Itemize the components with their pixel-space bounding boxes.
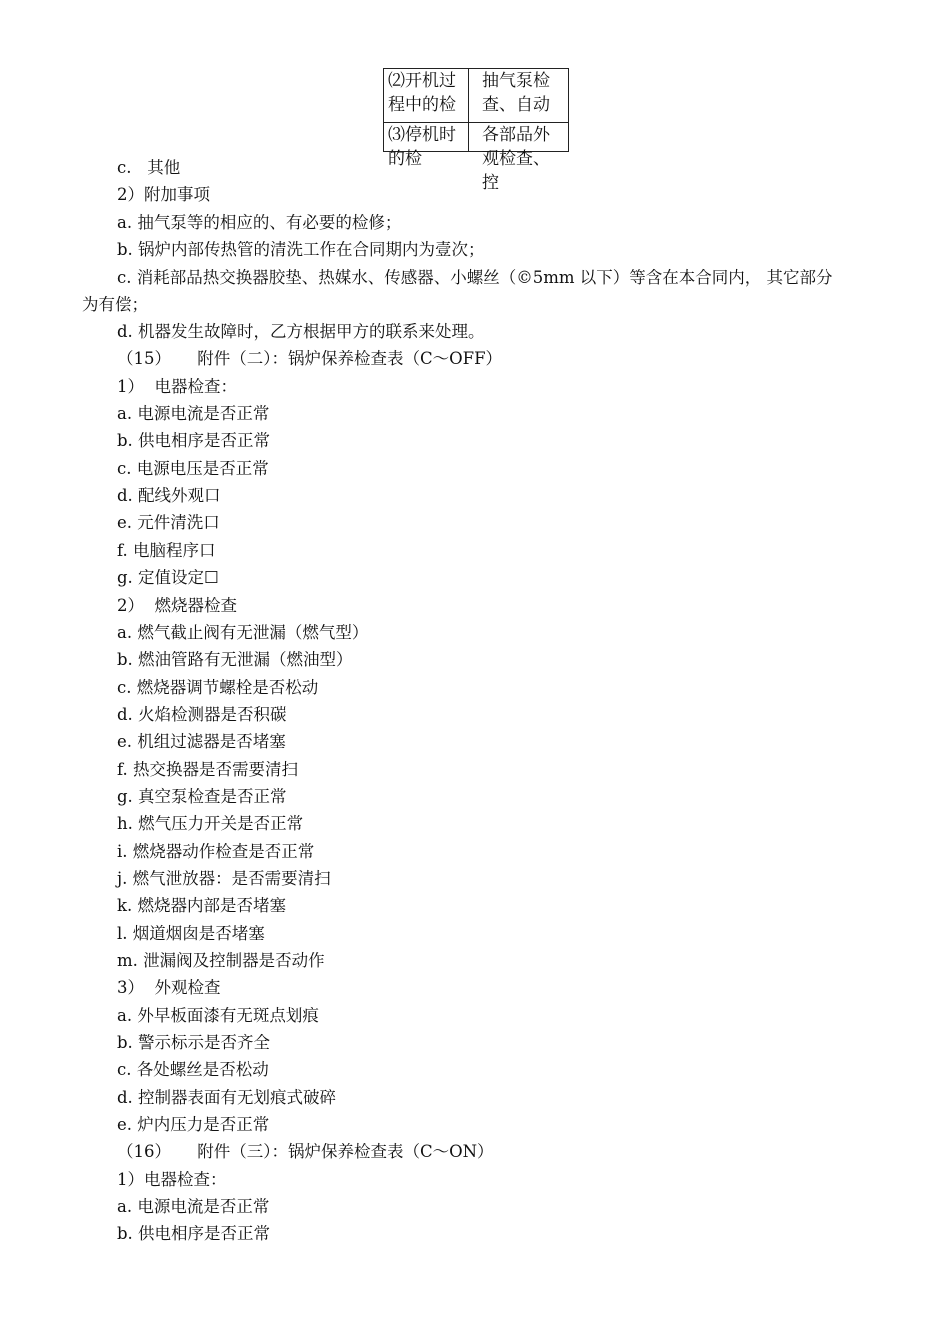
list-item: d. 控制器表面有无划痕式破碎 (117, 1088, 337, 1107)
list-item: e. 机组过滤器是否堵塞 (117, 732, 286, 751)
list-item: c. 消耗部品热交换器胶垫、热媒水、传感器、小螺丝（©5mm 以下）等含在本合同内， 其它部分 (117, 268, 833, 287)
cell-text: ⑵开机过程中的检 (388, 71, 456, 115)
list-item: c. 电源电压是否正常 (117, 459, 269, 478)
list-item: a. 抽气泵等的相应的、有必要的检修； (117, 213, 402, 232)
section-heading-additional: 2）附加事项 (117, 185, 210, 204)
table-cell (469, 69, 569, 123)
list-item-other: c. 其他 (117, 158, 181, 177)
section-heading-16: （16） 附件（三）：锅炉保养检查表（C〜ON） (117, 1142, 494, 1161)
subsection-heading: 2） 燃烧器检查 (117, 596, 237, 615)
table-cell (469, 123, 569, 194)
list-item: f. 热交换器是否需要清扫 (117, 760, 299, 779)
list-item: b. 燃油管路有无泄漏（燃油型） (117, 650, 353, 669)
list-item: e. 元件清洗口 (117, 513, 220, 532)
cell-text: 抽气泵检查、自动 (482, 71, 550, 115)
list-item: b. 锅炉内部传热管的清洗工作在合同期内为壹次； (117, 240, 485, 259)
list-item: l. 烟道烟囱是否堵塞 (117, 924, 265, 943)
table-row (384, 69, 569, 123)
list-item: f. 电脑程序口 (117, 541, 216, 560)
list-item: d. 机器发生故障时，乙方根据甲方的联系来处理。 (117, 322, 485, 341)
list-item: c. 各处螺丝是否松动 (117, 1060, 269, 1079)
subsection-heading: 1）电器检查： (117, 1170, 227, 1189)
list-item: b. 供电相序是否正常 (117, 1224, 271, 1243)
section-heading-15: （15） 附件（二）：锅炉保养检查表（C〜OFF） (117, 349, 503, 368)
cell-text: ⑶停机时的检 (388, 125, 456, 170)
table-cell (384, 123, 469, 170)
table-row (384, 123, 569, 152)
list-item: g. 定值设定☐ (117, 568, 219, 587)
list-item: e. 炉内压力是否正常 (117, 1115, 270, 1134)
list-item: a. 外早板面漆有无斑点划痕 (117, 1006, 319, 1025)
cell-text: 各部品外观检查、控 (482, 125, 550, 194)
list-item: d. 火焰检测器是否积碳 (117, 705, 287, 724)
list-item: g. 真空泵检查是否正常 (117, 787, 287, 806)
subsection-heading: 3） 外观检查 (117, 978, 221, 997)
list-item: b. 供电相序是否正常 (117, 431, 271, 450)
list-item: h. 燃气压力开关是否正常 (117, 814, 304, 833)
list-item: k. 燃烧器内部是否堵塞 (117, 896, 286, 915)
list-item: d. 配线外观口 (117, 486, 221, 505)
list-item: m. 泄漏阀及控制器是否动作 (117, 951, 325, 970)
list-item: a. 电源电流是否正常 (117, 1197, 270, 1216)
list-item: j. 燃气泄放器：是否需要清扫 (117, 869, 331, 888)
list-item: i. 燃烧器动作检查是否正常 (117, 842, 315, 861)
list-item: a. 燃气截止阀有无泄漏（燃气型） (117, 623, 369, 642)
list-item: c. 燃烧器调节螺栓是否松动 (117, 678, 319, 697)
list-item: a. 电源电流是否正常 (117, 404, 270, 423)
inspection-table-fragment (383, 68, 569, 194)
list-item-continuation: 为有偿； (82, 295, 148, 314)
subsection-heading: 1） 电器检查： (117, 377, 237, 396)
list-item: b. 警示标示是否齐全 (117, 1033, 271, 1052)
table-cell (384, 69, 469, 123)
